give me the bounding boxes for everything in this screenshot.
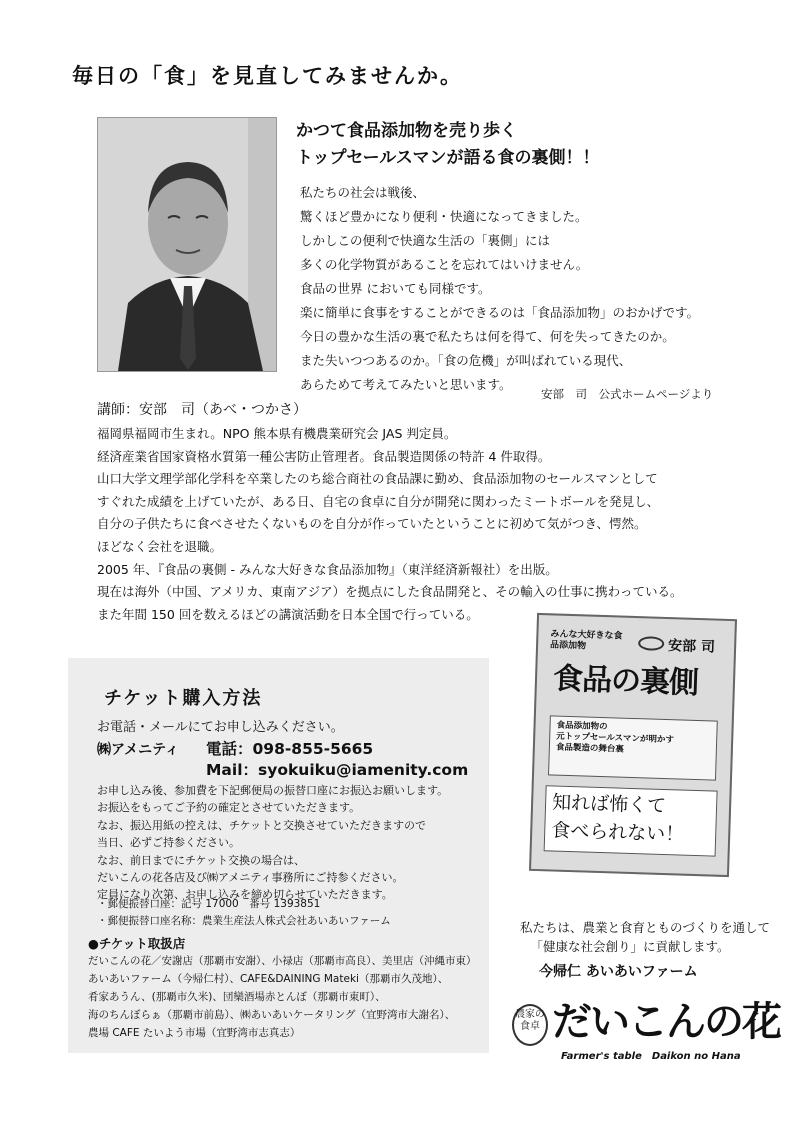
bio-line: また年間 150 回を数えるほどの講演活動を日本全国で行っている。 <box>97 606 479 622</box>
logo-seal <box>512 1004 548 1046</box>
note-line: お振込をもってご予約の確定とさせていただきます。 <box>97 801 361 815</box>
note-line: 定員になり次第、お申し込みを締め切らせていただきます。 <box>97 888 393 902</box>
intro-line: 多くの化学物質があることを忘れてはいけません。 <box>300 257 589 272</box>
farm-logo-top: 今帰仁 あいあいファーム <box>539 964 698 980</box>
blurb-line: 食品添加物の <box>556 720 608 733</box>
intro-text <box>300 181 699 397</box>
bio-line: 経済産業省国家資格水質第一種公害防止管理者。食品製造関係の特許 4 件取得。 <box>97 448 551 464</box>
intro-line: しかしこの便利で快適な生活の「裏側」には <box>300 233 551 248</box>
bio-line: すぐれた成績を上げていたが、ある日、自宅の食卓に自分が開発に関わったミートボールを発見し、 <box>97 493 660 509</box>
blurb-line: 食品製造の舞台裏 <box>555 742 625 755</box>
note-line: なお、前日までにチケット交換の場合は、 <box>97 853 306 867</box>
shop-line: だいこんの花／安謝店（那覇市安謝）、小禄店（那覇市高良）、美里店（沖縄市東） <box>88 955 477 967</box>
bio-line: 福岡県福岡市生まれ。NPO 熊本県有機農業研究会 JAS 判定員。 <box>97 426 457 441</box>
bio-line: 自分の子供たちに食べさせたくないものを自分が作っていたということに初めて気がつき、愕然。 <box>97 516 647 532</box>
shop-line: 農場 CAFE たいよう市場（宜野湾市志真志） <box>88 1027 301 1039</box>
bio-line: 現在は海外（中国、アメリカ、東南アジア）を拠点にした食品開発と、その輸入の仕事に携わっている。 <box>97 584 683 600</box>
tagline-line: 私たちは、農業と食育とものづくりを通して <box>520 920 771 935</box>
bio-line: ほどなく会社を退職。 <box>97 538 223 554</box>
lecturer-photo <box>97 117 277 372</box>
shop-line: あいあいファーム（今帰仁村）、CAFE&DAINING Mateki（那覇市久茂地）、 <box>88 973 449 985</box>
logo-english: Farmer's table Daikon no Hana <box>561 1051 741 1062</box>
slogan-line: 食べられない！ <box>550 819 685 846</box>
intro-line: 私たちの社会は戦後、 <box>300 185 426 200</box>
note-line: 当日、必ずご持参ください。 <box>97 836 240 850</box>
lecturer-name: 講師：安部 司（あべ・つかさ） <box>97 402 307 418</box>
subtitle-line: かつて食品添加物を売り歩く <box>296 121 517 141</box>
lecture-subtitle <box>296 118 599 172</box>
shops-heading: ●チケット取扱店 <box>88 936 186 951</box>
book-series: みんな大好きな食品添加物 <box>549 629 623 652</box>
page-headline: 毎日の「食」を見直してみませんか。 <box>72 64 463 88</box>
source-credit: 安部 司 公式ホームページより <box>541 387 714 401</box>
bio-line: 2005 年、『食品の裏側 - みんな大好きな食品添加物』（東洋経済新報社）を出版。 <box>97 561 558 577</box>
shop-line: 肴家あうん、(那覇市久米)、団欒酒場赤とんぼ（那覇市東町）、 <box>88 991 386 1003</box>
book-cover <box>529 613 737 877</box>
restaurant-logo: だいこんの花 <box>552 999 780 1045</box>
intro-line: 食品の世界 においても同様です。 <box>300 281 491 296</box>
bio-line: 山口大学文理学部化学科を卒業したのち総合商社の食品課に勤め、食品添加物のセールスマンとして <box>97 471 658 487</box>
ticket-email[interactable]: Mail：syokuiku@iamenity.com <box>206 761 469 779</box>
ticket-notes <box>97 782 448 904</box>
ticket-company: ㈱アメニティ <box>97 742 180 758</box>
spoon-icon <box>638 636 664 651</box>
book-blurb-box <box>548 715 718 780</box>
ticket-lead: お電話・メールにてお申し込みください。 <box>97 720 344 735</box>
seal-line: 食卓 <box>520 1021 540 1032</box>
note-line: なお、振込用紙の控えは、チケットと交換させていただきますので <box>97 818 427 832</box>
ticket-title: チケット購入方法 <box>104 688 263 709</box>
intro-line: 楽に簡単に食事をすることができるのは「食品添加物」のおかげです。 <box>300 305 700 320</box>
intro-line: また失いつつあるのか。「食の危機」が叫ばれている現代、 <box>300 353 632 368</box>
ticket-phone[interactable]: 電話：098-855-5665 <box>206 740 374 758</box>
book-author: 安部 司 <box>667 638 716 656</box>
bank-line: ・郵便振替口座名称：農業生産法人株式会社あいあいファーム <box>97 914 391 927</box>
bank-line: ・郵便振替口座：記号 17000 番号 1393851 <box>97 898 321 910</box>
shop-line: 海のちんぼらぁ（那覇市前島）、㈱あいあいケータリング（宜野湾市大謝名）、 <box>88 1009 456 1021</box>
shops-list <box>88 952 477 1042</box>
note-line: お申し込み後、参加費を下記郵便局の振替口座にお振込お願いします。 <box>97 784 449 797</box>
company-tagline <box>520 918 771 956</box>
bank-account-info <box>97 896 391 929</box>
subtitle-line: トップセールスマンが語る食の裏側！！ <box>296 148 600 168</box>
blurb-line: 元トップセールスマンが明かす <box>556 731 675 746</box>
seal-line: 農家の <box>515 1009 545 1020</box>
slogan-line: 知れば怖くて <box>551 791 667 818</box>
note-line: だいこんの花各店及び㈱アメニティ事務所にご持参ください。 <box>97 871 404 885</box>
intro-line: 今日の豊かな生活の裏で私たちは何を得て、何を失ってきたのか。 <box>300 329 675 344</box>
portrait-illustration <box>98 118 276 371</box>
book-slogan-box <box>544 785 718 856</box>
intro-line: あらためて考えてみたいと思います。 <box>300 377 512 392</box>
book-title: 食品の裏側 <box>552 661 699 702</box>
tagline-line: 「健康な社会創り」に貢献します。 <box>530 939 730 954</box>
intro-line: 驚くほど豊かになり便利・快適になってきました。 <box>300 209 588 224</box>
lecturer-bio <box>97 423 683 626</box>
